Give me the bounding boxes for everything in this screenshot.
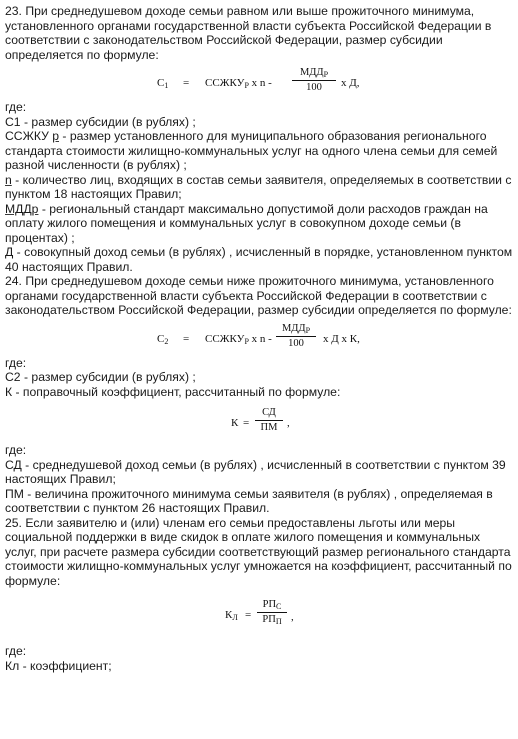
formula-k [5,399,513,443]
formula-c2 [5,318,513,356]
formula-c1-term: $ССЖКУ_Р$ x n - [205,77,272,90]
formula-c2-term: $ССЖКУ_Р$ x n - [205,332,272,346]
formula-c1-lhs: $С_1$ [157,77,169,90]
def-d: Д - совокупный доход семьи (в рублях) , исчисленный в порядке, установленном пунктом 40 настоящих Правил. [5,245,513,274]
formula-c2-lhs: $С_2$ [157,332,169,346]
def-sd: СД - среднедушевой доход семьи (в рублях) , исчисленный в соответствии с пунктом 39 настоящих Правил; [5,457,506,486]
section-24-intro: 24. При среднедушевом доходе семьи ниже прожиточного минимума, установленного органами государственной власти субъекта Российской Федерации в соответствии с законодательством Российской Федерации, размер субсидии определяется по формуле: [5,274,512,317]
formula-kl-lhs: $К_Л$ [225,609,238,622]
formula-c2-tail: x Д x К, [323,332,360,345]
section-25-intro: 25. Если заявителю и (или) членам его семьи предоставлены льготы или меры социальной поддержки в виде скидок в оплате жилого помещения и коммунальных услуг, при расчете размера субсидии соответствующий размер регионального стандарта стоимости жилищно-коммунальных услуг умножается на коэффициент, рассчитанный по формуле: [5,515,512,588]
def-c2: С2 - размер субсидии (в рублях) ; [5,370,196,384]
def-n: n - количество лиц, входящих в состав семьи заявителя, определяемых в соответствии с пунктом 18 настоящих Правил; [5,172,512,201]
def-k: К - поправочный коэффициент, рассчитанный по формуле: [5,384,341,399]
where-label: где: [5,100,27,114]
def-c1: С1 - размер субсидии (в рублях) ; [5,114,196,129]
formula-c1-fraction: $МДД_Р$ 100 [292,67,336,94]
formula-kl-tail: , [291,611,294,623]
formula-c2-fraction: $МДД_Р$ 100 [276,323,316,350]
def-kl: Кл - коэффициент; [5,658,112,673]
def-pm: ПМ - величина прожиточного минимума семьи заявителя (в рублях) , определяемая в соответствии с пунктом 26 настоящих Правил. [5,486,493,515]
formula-c2-eq: = [183,332,190,345]
where-label: где: [5,355,27,370]
formula-k-lhs: К [231,417,239,429]
formula-k-eq: = [243,417,250,429]
formula-c1-tail: x Д, [341,77,360,89]
formula-k-fraction: СД ПМ [255,407,283,434]
formula-kl [5,588,513,644]
formula-kl-eq: = [245,609,252,621]
section-23-intro: 23. При среднедушевом доходе семьи равном или выше прожиточного минимума, установленного органами государственной власти субъекта Российской Федерации в соответствии с законодательством Российской Федерации, размер субсидии определяется по формуле: [5,4,492,62]
formula-c1-eq: = [183,77,190,89]
where-label: где: [5,644,27,658]
def-mdd: МДДр - региональный стандарт максимально допустимой доли расходов граждан на оплату жилого помещения и коммунальных услуг в совокупном доходе семьи (в процентах) ; [5,201,488,245]
formula-kl-fraction: $РП_С$ $РП_П$ [257,599,287,626]
where-label: где: [5,443,27,457]
formula-k-tail: , [287,417,290,429]
formula-c1 [5,62,513,100]
document [5,4,513,673]
def-sszhku: ССЖКУ р - размер установленного для муниципального образования регионального стандарта стоимости жилищно-коммунальных услуг на одного члена семьи для семей разной численности (в рублях) ; [5,129,498,172]
